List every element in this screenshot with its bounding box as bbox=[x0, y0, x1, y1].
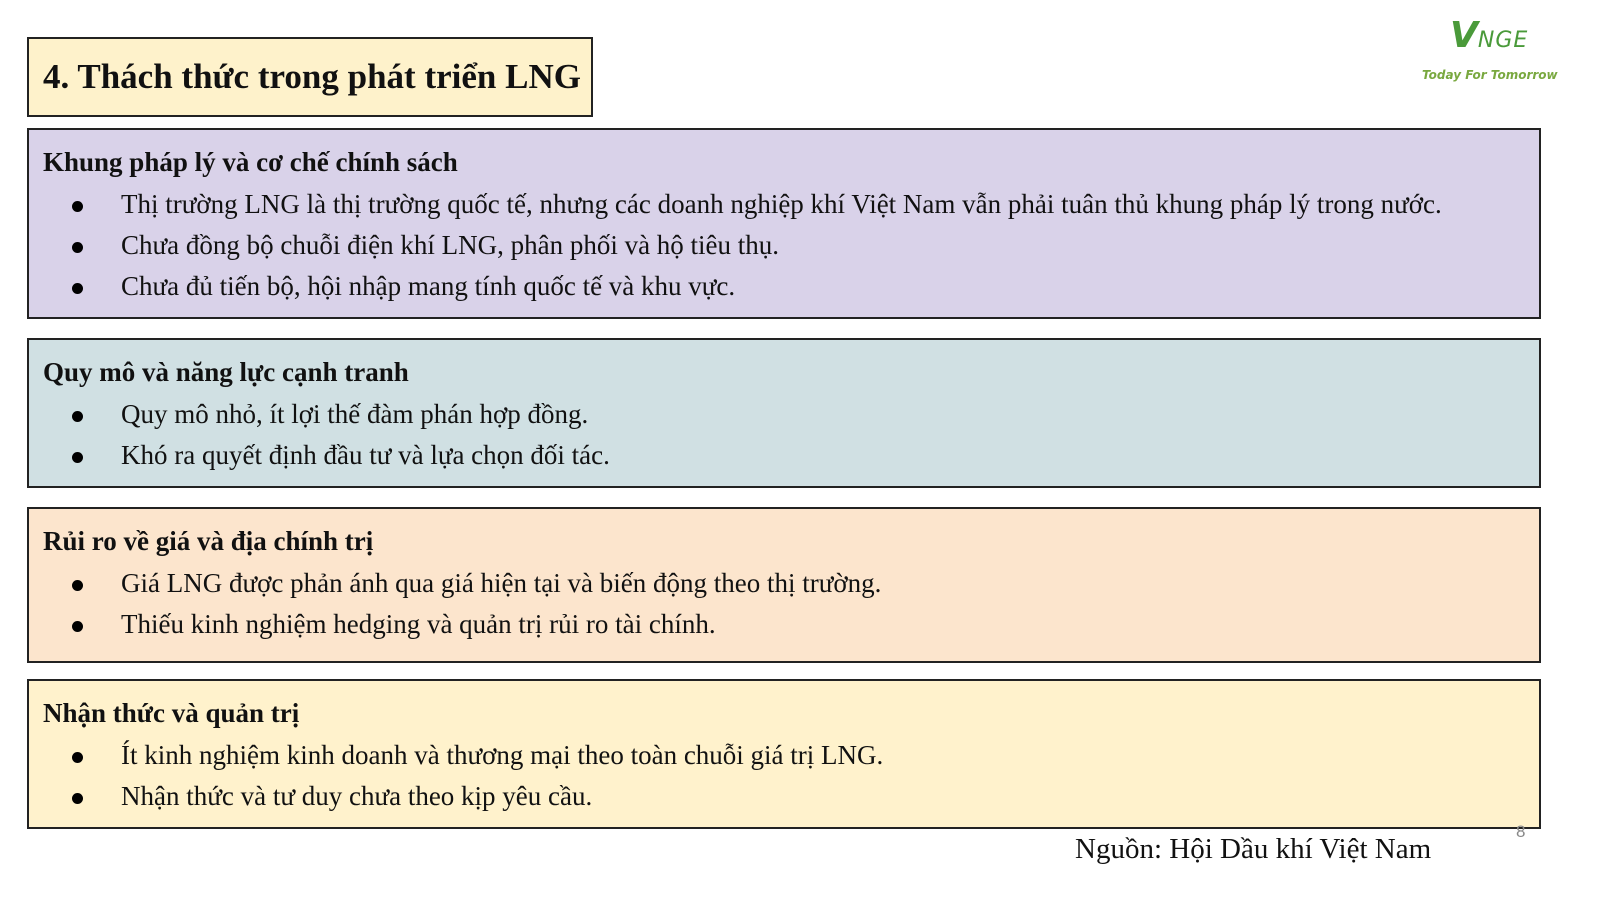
vnge-logo bbox=[1420, 15, 1570, 88]
bullet-text: Giá LNG được phản ánh qua giá hiện tại và biến động theo thị trường. bbox=[121, 568, 882, 598]
bullet-list bbox=[43, 735, 1525, 817]
list-item bbox=[43, 266, 1525, 307]
bullet-text: Thiếu kinh nghiệm hedging và quản trị rủi ro tài chính. bbox=[121, 609, 716, 639]
bullet-list bbox=[43, 184, 1525, 307]
bullet-text: Khó ra quyết định đầu tư và lựa chọn đối tác. bbox=[121, 440, 610, 470]
section-awareness-governance bbox=[27, 679, 1541, 829]
bullet-text: Quy mô nhỏ, ít lợi thế đàm phán hợp đồng. bbox=[121, 399, 589, 429]
bullet-dot-icon bbox=[72, 452, 83, 463]
list-item bbox=[43, 735, 1525, 776]
list-item bbox=[43, 563, 1525, 604]
logo-mark-nge: NGE bbox=[1477, 28, 1529, 53]
list-item bbox=[43, 776, 1525, 817]
bullet-text: Chưa đủ tiến bộ, hội nhập mang tính quốc tế và khu vực. bbox=[121, 271, 736, 301]
bullet-list bbox=[43, 563, 1525, 645]
bullet-dot-icon bbox=[72, 793, 83, 804]
bullet-dot-icon bbox=[72, 580, 83, 591]
bullet-dot-icon bbox=[72, 621, 83, 632]
bullet-list bbox=[43, 394, 1525, 476]
slide-title-text: 4. Thách thức trong phát triển LNG bbox=[43, 57, 581, 96]
bullet-dot-icon bbox=[72, 201, 83, 212]
bullet-dot-icon bbox=[72, 242, 83, 253]
section-heading: Khung pháp lý và cơ chế chính sách bbox=[43, 147, 458, 177]
logo-mark bbox=[1450, 15, 1529, 56]
section-heading: Nhận thức và quản trị bbox=[43, 698, 300, 728]
bullet-dot-icon bbox=[72, 283, 83, 294]
section-scale-competitiveness bbox=[27, 338, 1541, 488]
section-heading: Rủi ro về giá và địa chính trị bbox=[43, 526, 374, 556]
bullet-text: Ít kinh nghiệm kinh doanh và thương mại theo toàn chuỗi giá trị LNG. bbox=[121, 740, 884, 770]
logo-mark-v: V bbox=[1450, 15, 1478, 56]
page-number: 8 bbox=[1516, 822, 1526, 841]
list-item bbox=[43, 184, 1525, 225]
list-item bbox=[43, 394, 1525, 435]
section-legal-framework bbox=[27, 128, 1541, 319]
bullet-dot-icon bbox=[72, 752, 83, 763]
logo-tagline: Today For Tomorrow bbox=[1422, 68, 1558, 82]
bullet-text: Chưa đồng bộ chuỗi điện khí LNG, phân phối và hộ tiêu thụ. bbox=[121, 230, 780, 260]
section-heading: Quy mô và năng lực cạnh tranh bbox=[43, 357, 409, 387]
list-item bbox=[43, 225, 1525, 266]
bullet-text: Thị trường LNG là thị trường quốc tế, nhưng các doanh nghiệp khí Việt Nam vẫn phải tuân thủ khung pháp lý trong nước. bbox=[121, 189, 1442, 219]
bullet-text: Nhận thức và tư duy chưa theo kịp yêu cầu. bbox=[121, 781, 593, 811]
list-item bbox=[43, 435, 1525, 476]
source-note: Nguồn: Hội Dầu khí Việt Nam bbox=[1075, 833, 1432, 865]
section-price-geopolitical-risk bbox=[27, 507, 1541, 663]
slide-title bbox=[27, 37, 593, 117]
bullet-dot-icon bbox=[72, 411, 83, 422]
list-item bbox=[43, 604, 1525, 645]
